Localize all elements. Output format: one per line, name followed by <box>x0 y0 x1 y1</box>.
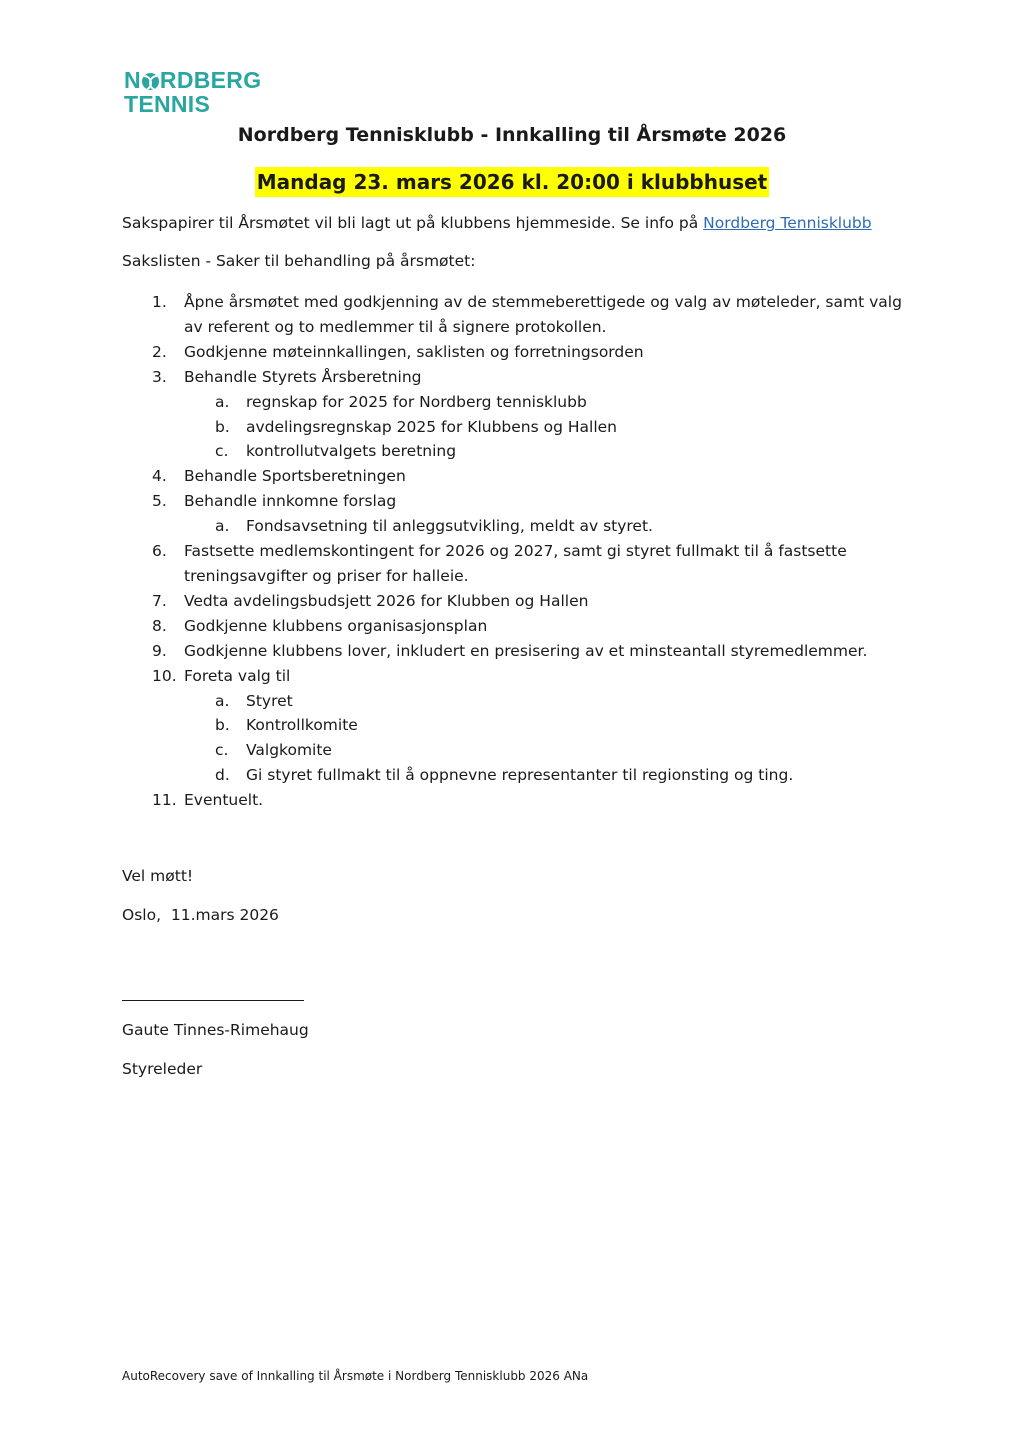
agenda-subitem <box>122 439 922 464</box>
agenda-item <box>122 639 922 664</box>
agenda-item <box>122 539 922 589</box>
agenda-item-text: Åpne årsmøtet med godkjenning av de stemmeberettigede og valg av møteleder, samt valg av referent og to medlemmer til å signere protokollen. <box>184 293 902 336</box>
closing-greeting: Vel møtt! <box>122 867 194 885</box>
agenda-subitem <box>122 689 922 714</box>
agenda-subitem-text: regnskap for 2025 for Nordberg tennisklubb <box>246 392 587 411</box>
autorecovery-footer: AutoRecovery save of Innkalling til Årsmøte i Nordberg Tennisklubb 2026 ANa <box>122 1369 589 1383</box>
agenda-item-text: Godkjenne møteinnkallingen, saklisten og forretningsorden <box>184 342 644 361</box>
agenda-item-text: Vedta avdelingsbudsjett 2026 for Klubben og Hallen <box>184 591 589 610</box>
agenda-item-text: Behandle innkomne forslag <box>184 492 397 511</box>
agenda-item-number: 11. <box>152 791 177 810</box>
agenda-subitem-text: Styret <box>246 691 293 710</box>
agenda-item-number: 3. <box>152 367 167 386</box>
logo-line-2: TENNIS <box>124 91 211 117</box>
agenda-subitem <box>122 390 922 415</box>
logo-word-rest: RDBERG <box>159 67 262 93</box>
agenda-item-number: 8. <box>152 616 167 635</box>
meeting-date-wrapper <box>0 167 1024 197</box>
place-and-date: Oslo, 11.mars 2026 <box>122 906 279 924</box>
agenda-item-number: 7. <box>152 591 167 610</box>
agenda-item-text: Godkjenne klubbens organisasjonsplan <box>184 616 488 635</box>
agenda-item-text: Behandle Sportsberetningen <box>184 467 406 486</box>
agenda-item-number: 1. <box>152 293 167 311</box>
agenda-item-text: Behandle Styrets Årsberetning <box>184 367 422 386</box>
agenda-subitem-letter: d. <box>215 766 230 785</box>
agenda-item-number: 6. <box>152 542 167 561</box>
agenda-subitem-letter: a. <box>215 691 230 710</box>
agenda-item-number: 2. <box>152 342 167 361</box>
agenda-item <box>122 365 922 390</box>
club-logo <box>124 68 274 116</box>
agenda-item-text: Fastsette medlemskontingent for 2026 og 2027, samt gi styret fullmakt til å fastsette treningsavgifter og priser for halleie. <box>184 542 847 585</box>
agenda-item <box>122 614 922 639</box>
agenda-subitem <box>122 738 922 763</box>
agenda-subitem-text: kontrollutvalgets beretning <box>246 442 457 461</box>
meeting-date-highlight: Mandag 23. mars 2026 kl. 20:00 i klubbhuset <box>255 167 770 197</box>
agenda-subitem-text: avdelingsregnskap 2025 for Klubbens og Hallen <box>246 417 617 436</box>
agenda-subitem <box>122 514 922 539</box>
document-title: Nordberg Tennisklubb - Innkalling til Årsmøte 2026 <box>237 124 787 146</box>
agenda-item-number: 10. <box>152 666 177 685</box>
agenda-item-number: 4. <box>152 467 167 486</box>
agenda-item-number: 5. <box>152 492 167 511</box>
intro-text: Sakspapirer til Årsmøtet vil bli lagt ut på klubbens hjemmeside. Se info på <box>122 214 704 232</box>
agenda-subitem-letter: b. <box>215 716 230 735</box>
club-website-link[interactable]: Nordberg Tennisklubb <box>703 214 872 232</box>
agenda-subitem-letter: b. <box>215 417 230 436</box>
agenda-subitem-letter: a. <box>215 517 230 536</box>
agenda-item <box>122 788 922 813</box>
agenda-subitem-letter: c. <box>215 442 229 461</box>
agenda-item-text: Foreta valg til <box>184 666 291 685</box>
agenda-subitem-text: Kontrollkomite <box>246 716 358 735</box>
agenda-subitem-text: Gi styret fullmakt til å oppnevne representanter til regionsting og ting. <box>246 766 794 785</box>
agenda-subitem-text: Valgkomite <box>246 741 332 760</box>
agenda-item <box>122 664 922 689</box>
agenda-subitem <box>122 763 922 788</box>
signer-name: Gaute Tinnes-Rimehaug <box>122 1021 309 1039</box>
agenda-subitem-letter: a. <box>215 392 230 411</box>
agenda-item <box>122 464 922 489</box>
signer-role: Styreleder <box>122 1060 203 1078</box>
agenda-subitem-text: Fondsavsetning til anleggsutvikling, meldt av styret. <box>246 517 653 536</box>
agenda-item-text: Godkjenne klubbens lover, inkludert en presisering av et minsteantall styremedlemmer. <box>184 641 868 660</box>
agenda-item-text: Eventuelt. <box>184 791 264 810</box>
agenda-item <box>122 340 922 365</box>
agenda-list <box>122 290 922 813</box>
logo-line-1 <box>124 68 274 92</box>
agenda-subitem <box>122 415 922 440</box>
agenda-item <box>122 489 922 514</box>
agenda-item <box>122 290 922 340</box>
tennis-ball-icon <box>142 73 159 90</box>
agenda-item-number: 9. <box>152 641 167 660</box>
agenda-heading: Sakslisten - Saker til behandling på årsmøtet: <box>122 252 476 270</box>
agenda-subitem <box>122 713 922 738</box>
logo-letter-n: N <box>124 67 141 93</box>
intro-paragraph <box>122 214 872 232</box>
agenda-subitem-letter: c. <box>215 741 229 760</box>
signature-line <box>122 1000 304 1001</box>
agenda-item <box>122 589 922 614</box>
